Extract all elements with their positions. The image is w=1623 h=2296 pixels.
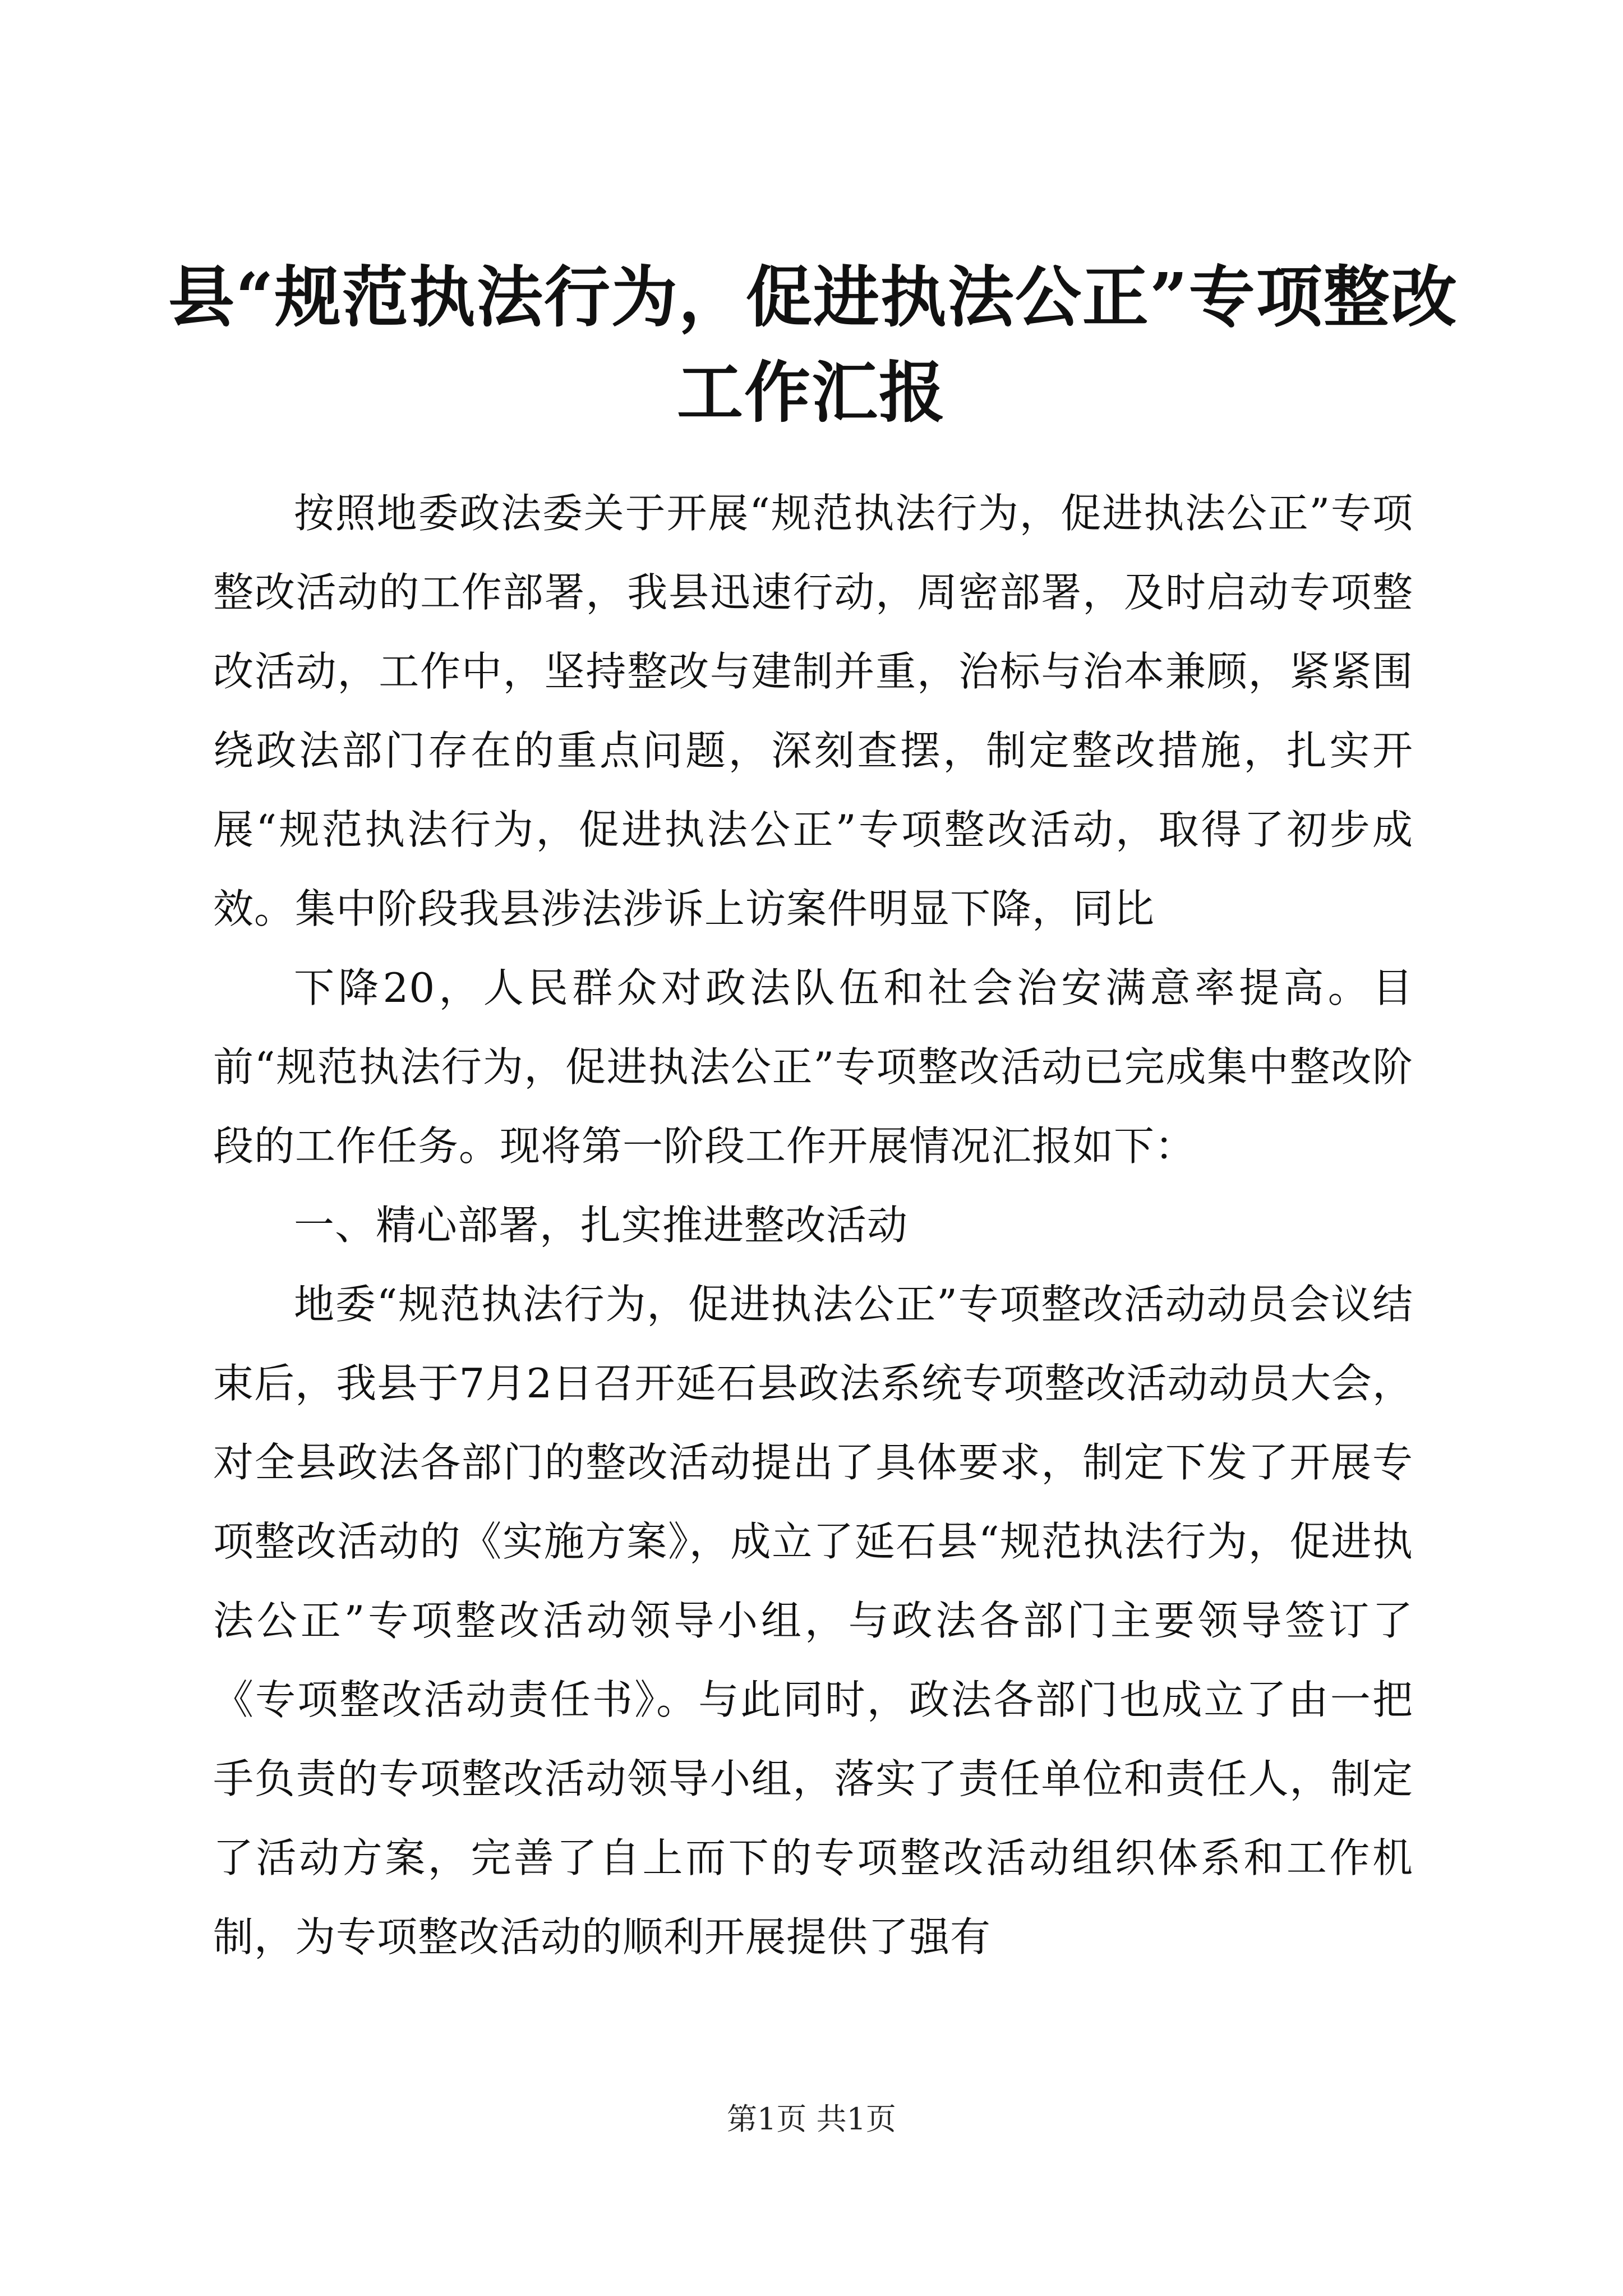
paragraph-deployment: 地委“规范执法行为，促进执法公正”专项整改活动动员会议结束后，我县于7月2日召开延石县政法系统专项整改活动动员大会，对全县政法各部门的整改活动提出了具体要求，制定下发了开展专项整改活动的《实施方案》，成立了延石县“规范执法行为，促进执法公正”专项整改活动领导小组，与政法各部门主要领导签订了《专项整改活动责任书》。与此同时，政法各部门也成立了由一把手负责的专项整改活动领导小组，落实了责任单位和责任人，制定了活动方案，完善了自上而下的专项整改活动组织体系和工作机制，为专项整改活动的顺利开展提供了强有 xyxy=(213,1281,1413,1961)
paragraph-intro: 按照地委政法委关于开展“规范执法行为，促进执法公正”专项整改活动的工作部署，我县迅速行动，周密部署，及时启动专项整改活动，工作中，坚持整改与建制并重，治标与治本兼顾，紧紧围绕政法部门存在的重点问题，深刻查摆，制定整改措施，扎实开展“规范执法行为，促进执法公正”专项整改活动，取得了初步成效。集中阶段我县涉法涉诉上访案件明显下降，同比 xyxy=(213,490,1413,932)
document-title-line-2: 工作汇报 xyxy=(676,353,946,431)
document-title-line-1: 县“规范执法行为，促进执法公正”专项整改 xyxy=(168,258,1458,336)
document-body xyxy=(213,474,1413,1977)
section-heading-1: 一、精心部署，扎实推进整改活动 xyxy=(294,1202,909,1249)
page-footer: 第1页 共1页 xyxy=(727,2101,896,2137)
paragraph-results: 下降20，人民群众对政法队伍和社会治安满意率提高。目前“规范执法行为，促进执法公正”专项整改活动已完成集中整改阶段的工作任务。现将第一阶段工作开展情况汇报如下： xyxy=(213,964,1413,1170)
